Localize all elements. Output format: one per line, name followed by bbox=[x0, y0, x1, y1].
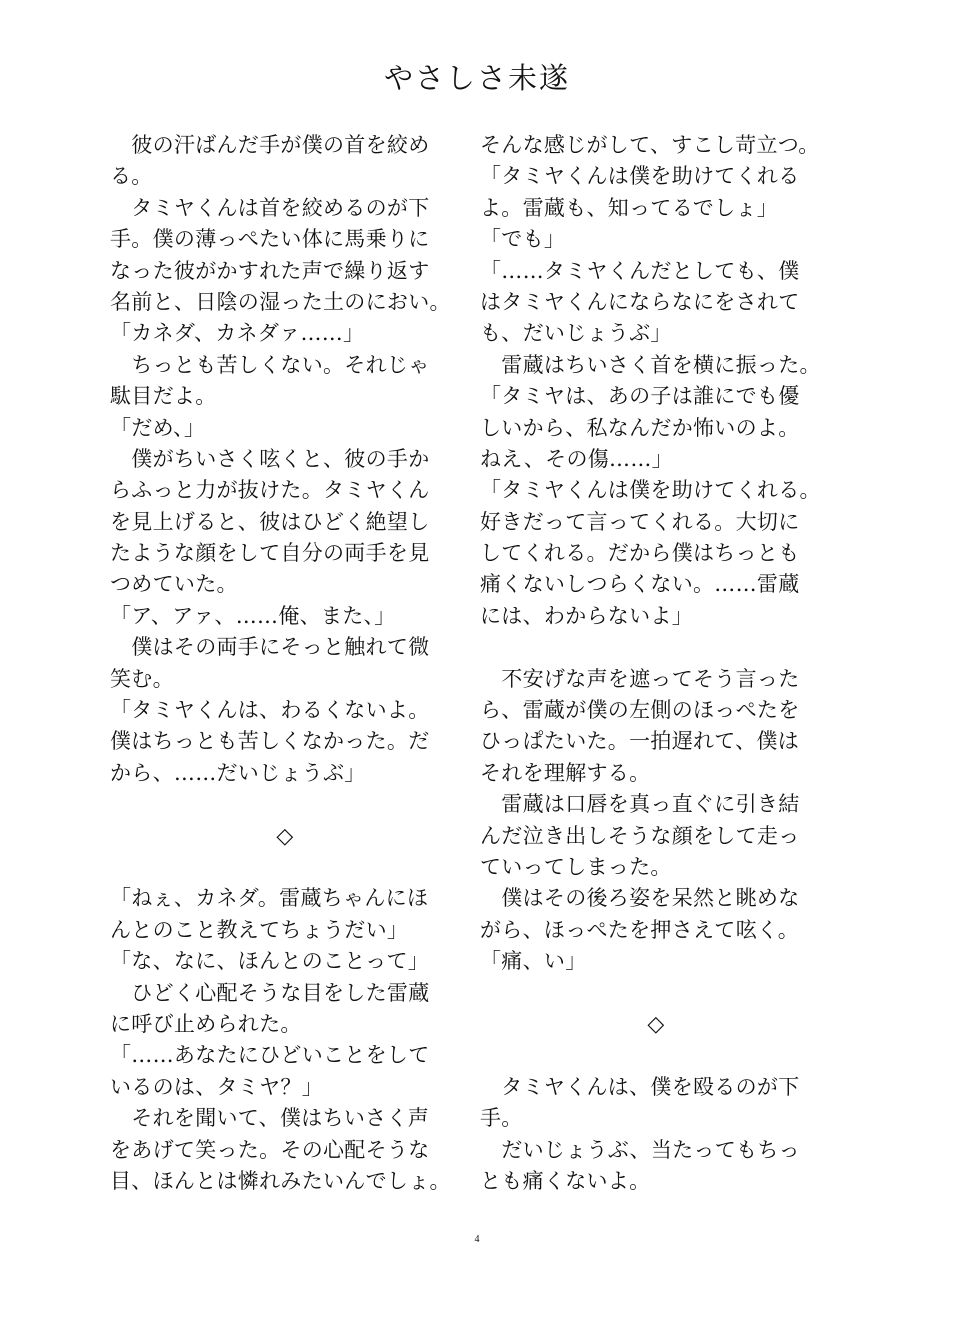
text-line: 「タミヤくんは、わるくないよ。 bbox=[110, 698, 430, 723]
text-line: ねえ、その傷……」 bbox=[480, 446, 673, 471]
text-line bbox=[110, 789, 460, 820]
text-line: に呼び止められた。 bbox=[110, 1011, 302, 1036]
text-line: 不安げな声を遮ってそう言った bbox=[480, 666, 800, 691]
text-line: よ。雷蔵も、知ってるでしょ」 bbox=[480, 195, 778, 220]
text-line: とも痛くないよ。 bbox=[480, 1168, 651, 1193]
text-line: ちっとも苦しくない。それじゃ bbox=[110, 352, 430, 377]
section-separator: ◇ bbox=[276, 823, 294, 849]
text-line: 「タミヤくんは僕を助けてくれる。 bbox=[480, 478, 821, 503]
text-line: しいから、私なんだか怖いのよ。 bbox=[480, 415, 800, 440]
text-line: たような顔をして自分の両手を見 bbox=[110, 541, 430, 566]
text-line: タミヤくんは首を絞めるのが下 bbox=[110, 195, 430, 220]
text-line: 「タミヤは、あの子は誰にでも優 bbox=[480, 384, 800, 409]
text-line: 「……タミヤくんだとしても、僕 bbox=[480, 258, 800, 283]
text-line: つめていた。 bbox=[110, 572, 238, 597]
text-line: 「タミヤくんは僕を助けてくれる bbox=[480, 164, 800, 189]
text-line: がら、ほっぺたを押さえて呟く。 bbox=[480, 917, 800, 942]
text-line: 「ねぇ、カネダ。雷蔵ちゃんにほ bbox=[110, 886, 429, 911]
text-line: 名前と、日陰の湿った土のにおい。 bbox=[110, 289, 451, 314]
text-line: をあげて笑った。その心配そうな bbox=[110, 1137, 430, 1162]
text-line: から、……だいじょうぶ」 bbox=[110, 760, 366, 785]
text-line: ていってしまった。 bbox=[480, 854, 672, 879]
text-line: いるのは、タミヤ？」 bbox=[110, 1074, 323, 1099]
text-line: そんな感じがして、すこし苛立つ。 bbox=[480, 133, 820, 157]
text-line: る。 bbox=[110, 164, 153, 189]
text-line: 好きだって言ってくれる。大切に bbox=[480, 509, 800, 534]
story-title: やさしさ未遂 bbox=[383, 61, 570, 95]
text-line bbox=[480, 632, 832, 663]
text-line: 「カネダ、カネダァ……」 bbox=[110, 321, 365, 346]
text-line: 手。 bbox=[480, 1106, 523, 1131]
text-line: 僕はちっとも苦しくなかった。だ bbox=[110, 729, 430, 754]
text-line bbox=[110, 852, 460, 883]
text-line: 笑む。 bbox=[110, 666, 174, 691]
text-line: を見上げると、彼はひどく絶望し bbox=[110, 509, 430, 534]
text-line: 僕はその両手にそっと触れて微 bbox=[110, 635, 430, 660]
text-line: ひっぱたいた。一拍遅れて、僕は bbox=[480, 729, 800, 754]
text-line: ひどく心配そうな目をした雷蔵 bbox=[110, 980, 430, 1005]
text-line: 「ア、アァ、……俺、また、」 bbox=[110, 603, 396, 628]
text-line: 手。僕の薄っぺたい体に馬乗りに bbox=[110, 227, 430, 252]
text-line: 雷蔵はちいさく首を横に振った。 bbox=[480, 352, 821, 377]
text-line: も、だいじょうぶ」 bbox=[480, 321, 672, 346]
text-line: それを聞いて、僕はちいさく声 bbox=[110, 1106, 430, 1131]
text-line: それを理解する。 bbox=[480, 760, 651, 785]
right-text-column bbox=[480, 130, 832, 1197]
text-line: ら、雷蔵が僕の左側のほっぺたを bbox=[480, 698, 800, 723]
text-line: だいじょうぶ、当たってもちっ bbox=[480, 1137, 800, 1162]
text-line: には、わからないよ」 bbox=[480, 603, 693, 628]
text-line: タミヤくんは、僕を殴るのが下 bbox=[480, 1074, 800, 1099]
text-line: 「でも」 bbox=[480, 227, 566, 252]
text-line: 雷蔵は口唇を真っ直ぐに引き結 bbox=[480, 792, 800, 817]
text-line: 「痛、い」 bbox=[480, 949, 587, 974]
text-line bbox=[480, 978, 832, 1009]
text-line: 僕がちいさく呟くと、彼の手か bbox=[110, 446, 430, 471]
text-line: んとのこと教えてちょうだい」 bbox=[110, 917, 409, 942]
text-line: 痛くないしつらくない。……雷蔵 bbox=[480, 572, 800, 597]
text-line: 「……あなたにひどいことをして bbox=[110, 1043, 430, 1068]
text-line: はタミヤくんにならなにをされて bbox=[480, 289, 800, 314]
page-number: 4 bbox=[474, 1234, 480, 1245]
text-line: 彼の汗ばんだ手が僕の首を絞め bbox=[110, 133, 430, 157]
text-line: 目、ほんとは憐れみたいんでしょ。 bbox=[110, 1168, 451, 1193]
text-line: 僕はその後ろ姿を呆然と眺めな bbox=[480, 886, 800, 911]
text-line: 「だめ、」 bbox=[110, 415, 206, 440]
section-separator: ◇ bbox=[647, 1011, 665, 1037]
left-text-column bbox=[110, 130, 460, 1197]
text-line: んだ泣き出しそうな顔をして走っ bbox=[480, 823, 800, 848]
text-line: なった彼がかすれた声で繰り返す bbox=[110, 258, 430, 283]
text-line: 駄目だよ。 bbox=[110, 384, 217, 409]
text-line: してくれる。だから僕はちっとも bbox=[480, 541, 800, 566]
text-line: らふっと力が抜けた。タミヤくん bbox=[110, 478, 430, 503]
text-line bbox=[480, 1040, 832, 1071]
text-line: 「な、なに、ほんとのことって」 bbox=[110, 949, 430, 974]
